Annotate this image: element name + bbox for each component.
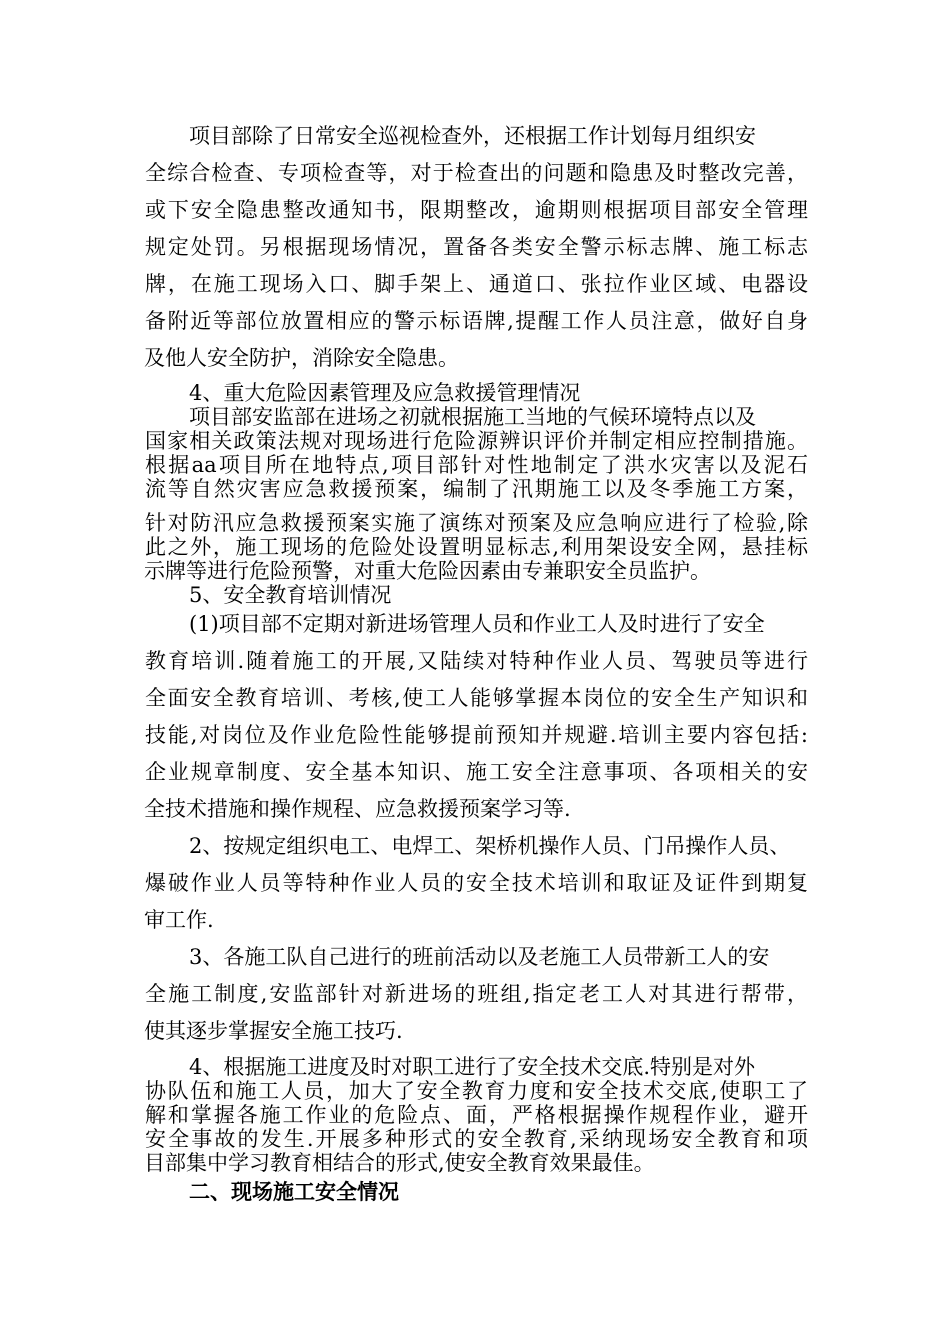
text-line: 及他人安全防护，消除安全隐患。 xyxy=(144,346,459,370)
text-line: 安全事故的发生.开展多种形式的安全教育,采纳现场安全教育和项 xyxy=(145,1127,808,1151)
text-line: 解和掌握各施工作业的危险点、面，严格根据操作规程作业，避开 xyxy=(145,1103,808,1127)
text-line: 全面安全教育培训、考核,使工人能够掌握本岗位的安全生产知识和 xyxy=(145,686,808,710)
text-line: 此之外，施工现场的危险处设置明显标志,利用架设安全网，悬挂标 xyxy=(145,535,808,559)
text-line: 4、根据施工进度及时对职工进行了安全技术交底.特别是对外 xyxy=(189,1055,756,1079)
text-line: 流等自然灾害应急救援预案，编制了汛期施工以及冬季施工方案， xyxy=(145,477,808,501)
text-line: 使其逐步掌握安全施工技巧. xyxy=(144,1019,403,1043)
section-heading-5: 5、安全教育培训情况 xyxy=(189,583,392,607)
text-line: 示牌等进行危险预警，对重大危险因素由专兼职安全员监护。 xyxy=(144,559,711,583)
text-line: 国家相关政策法规对现场进行危险源辨识评价并制定相应控制措施。 xyxy=(145,429,808,453)
text-line: 项目部安监部在进场之初就根据施工当地的气候环境特点以及 xyxy=(189,405,756,429)
text-line: 3、各施工队自己进行的班前活动以及老施工人员带新工人的安 xyxy=(189,945,770,969)
text-line: 爆破作业人员等特种作业人员的安全技术培训和取证及证件到期复 xyxy=(145,871,808,895)
text-line: 目部集中学习教育相结合的形式,使安全教育效果最佳。 xyxy=(144,1151,655,1175)
text-line: 2、按规定组织电工、电焊工、架桥机操作人员、门吊操作人员、 xyxy=(189,834,791,858)
text-line: 企业规章制度、安全基本知识、施工安全注意事项、各项相关的安 xyxy=(145,760,808,784)
text-line: 全施工制度,安监部针对新进场的班组,指定老工人对其进行帮带， xyxy=(145,982,808,1006)
section-heading-site-safety: 二、现场施工安全情况 xyxy=(189,1179,399,1204)
text-line: 根据aa项目所在地特点,项目部针对性地制定了洪水灾害以及泥石 xyxy=(145,453,808,477)
text-line: 规定处罚。另根据现场情况，置备各类安全警示标志牌、施工标志 xyxy=(145,235,808,259)
section-heading-4: 4、重大危险因素管理及应急救援管理情况 xyxy=(189,381,581,405)
text-line: 教育培训.随着施工的开展,又陆续对特种作业人员、驾驶员等进行 xyxy=(145,649,808,673)
text-line: 全综合检查、专项检查等，对于检查出的问题和隐患及时整改完善， xyxy=(145,161,808,185)
text-line: 审工作. xyxy=(144,908,214,932)
text-line: 或下安全隐患整改通知书，限期整改，逾期则根据项目部安全管理 xyxy=(145,198,808,222)
text-line: 技能,对岗位及作业危险性能够提前预知并规避.培训主要内容包括: xyxy=(145,723,808,747)
text-line: 备附近等部位放置相应的警示标语牌,提醒工作人员注意，做好自身 xyxy=(145,309,808,333)
text-line: 牌，在施工现场入口、脚手架上、通道口、张拉作业区域、电器设 xyxy=(145,272,808,296)
text-line: 全技术措施和操作规程、应急救援预案学习等. xyxy=(144,797,571,821)
text-line: 协队伍和施工人员，加大了安全教育力度和安全技术交底,使职工了 xyxy=(145,1079,808,1103)
text-line: 针对防汛应急救援预案实施了演练对预案及应急响应进行了检验,除 xyxy=(145,511,808,535)
text-line: (1)项目部不定期对新进场管理人员和作业工人及时进行了安全 xyxy=(189,612,765,636)
text-line: 项目部除了日常安全巡视检查外，还根据工作计划每月组织安 xyxy=(189,124,756,148)
